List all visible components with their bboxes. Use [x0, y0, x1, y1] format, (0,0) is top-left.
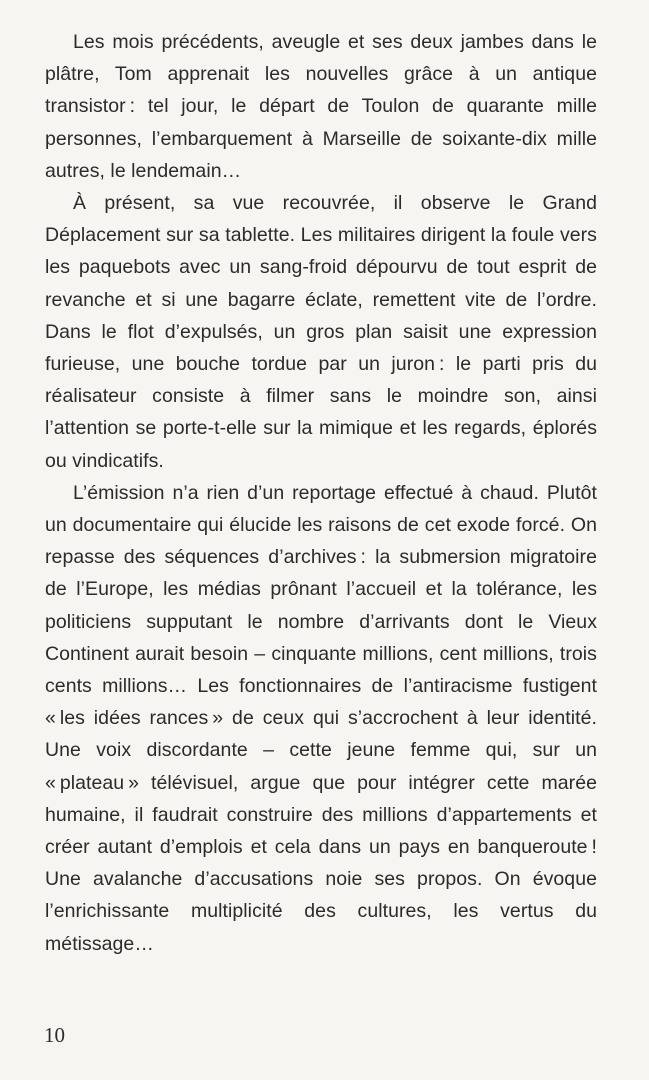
paragraph-3: L’émission n’a rien d’un reportage effectué à chaud. Plutôt un documentaire qui élucide les raisons de cet exode forcé. On repasse des séquences d’archives : la submersion migratoire de l’Europe, les médias prônant l’accueil et la tolérance, les politiciens supputant le nombre d’arrivants dont le Vieux Continent aurait besoin – cinquante millions, cent millions, trois cents millions… Les fonctionnaires de l’antiracisme fustigent « les idées rances » de ceux qui s’accrochent à leur identité. Une voix discordante – cette jeune femme qui, sur un « plateau » télévisuel, argue que pour intégrer cette marée humaine, il faudrait construire des millions d’appartements et créer autant d’emplois et cela dans un pays en banqueroute ! Une avalanche d’accusations noie ses propos. On évoque l’enrichissante multiplicité des cultures, les vertus du métissage…: [45, 481, 597, 955]
page-number: 10: [44, 1023, 65, 1047]
paragraph-2: À présent, sa vue recouvrée, il observe le Grand Déplacement sur sa tablette. Les militaires dirigent la foule vers les paquebots avec un sang-froid dépourvu de tout esprit de revanche et si une bagarre éclate, remettent vite de l’ordre. Dans le flot d’expulsés, un gros plan saisit une expression furieuse, une bouche tordue par un juron : le parti pris du réalisateur consiste à filmer sans le moindre son, ainsi l’attention se porte-t-elle sur la mimique et les regards, éplorés ou vindicatifs.: [45, 192, 597, 472]
book-page-text: [45, 26, 597, 960]
paragraph-1: Les mois précédents, aveugle et ses deux jambes dans le plâtre, Tom apprenait les nouvelles grâce à un antique transistor : tel jour, le départ de Toulon de quarante mille personnes, l’embarquement à Marseille de soixante-dix mille autres, le lendemain…: [45, 31, 597, 182]
